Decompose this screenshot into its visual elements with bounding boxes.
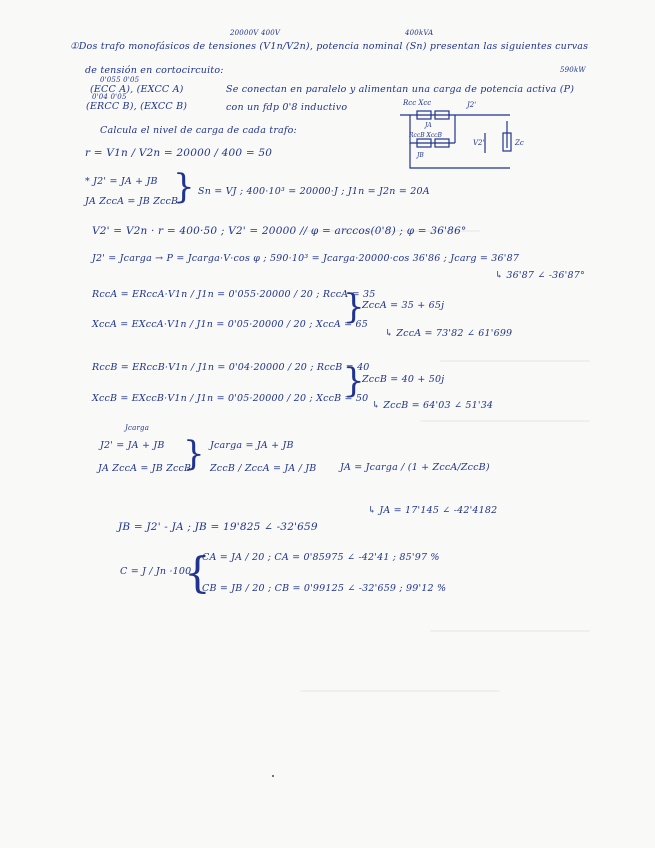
- problem-statement-line-1: ①Dos trafo monofásicos de tensiones (V1n/V2n), potencia nominal (Sn) presentan las siguientes curvas: [70, 41, 589, 52]
- circuit-label-ja: JA: [425, 122, 432, 129]
- eq-cb: CB = JB / 20 ; CB = 0'99125 ∠ -32'659 ; 99'12 %: [202, 583, 447, 594]
- eq-j2-sum: J2' = JA + JB: [100, 440, 165, 451]
- eq-zcc-b: ZccB = 40 + 50j: [362, 374, 445, 385]
- annotation-power: 400kVA: [405, 29, 434, 37]
- eq-load-current-phasor: ↳ 36'87 ∠ -36'87°: [495, 270, 585, 281]
- brace-3: }: [343, 361, 365, 401]
- problem-statement-line-4a: (ERCC B), (EXCC B): [86, 101, 188, 112]
- eq-ja-result: ↳ JA = 17'145 ∠ -42'4182: [368, 505, 498, 516]
- brace-1: }: [173, 167, 195, 207]
- brace-4: }: [183, 434, 205, 474]
- circuit-label-zc: Zc: [515, 139, 524, 147]
- eq-ja-formula: JA = Jcarga / (1 + ZccA/ZccB): [340, 462, 490, 473]
- eq-nominal-current: Sn = VJ ; 400·10³ = 20000·J ; J1n = J2n = 20A: [198, 186, 430, 197]
- circuit-label-top: Rcc Xcc: [403, 99, 432, 107]
- parallel-transformer-circuit-sketch: [395, 93, 535, 173]
- eq-rcc-b: RccB = ERccB·V1n / J1n = 0'04·20000 / 20 ; RccB = 40: [92, 362, 370, 373]
- eq-impedance-balance: JA ZccA = JB ZccB: [98, 463, 192, 474]
- eq-xcc-a: XccA = EXccA·V1n / J1n = 0'05·20000 / 20 ; XccA = 65: [92, 319, 369, 330]
- eq-ratio: r = V1n / V2n = 20000 / 400 = 50: [85, 147, 273, 159]
- eq-load-current: J2' = Jcarga → P = Jcarga·V·cos φ ; 590·10³ = Jcarga·20000·cos 36'86 ; Jcarg = 36'87: [92, 253, 520, 264]
- eq-zcc-a: ZccA = 35 + 65j: [362, 300, 445, 311]
- eq-jb: JB = J2' - JA ; JB = 19'825 ∠ -32'659: [118, 521, 318, 533]
- eq-ca: CA = JA / 20 ; CA = 0'85975 ∠ -42'41 ; 85'97 %: [202, 552, 440, 563]
- circuit-label-v2: V2': [473, 139, 485, 147]
- calc-instruction: Calcula el nivel de carga de cada trafo:: [100, 125, 297, 136]
- bleed-through-mark: [300, 690, 500, 692]
- eq-impedance-ratio: ZccB / ZccA = JA / JB: [210, 463, 317, 474]
- brace-2: }: [343, 287, 365, 327]
- circuit-label-bottom: RccB XccB: [409, 132, 442, 139]
- problem-statement-line-2: de tensión en cortocircuito:: [85, 65, 224, 76]
- annotation-active-power: 590kW: [560, 66, 586, 74]
- annotation-cc-values-b: 0'04 0'05: [92, 93, 127, 101]
- problem-statement-line-4b: con un fdp 0'8 inductivo: [226, 102, 348, 113]
- bleed-through-mark: [300, 230, 480, 232]
- eq-xcc-b: XccB = EXccB·V1n / J1n = 0'05·20000 / 20 ; XccB = 50: [92, 393, 369, 404]
- eq-load-level: C = J / Jn ·100: [120, 566, 192, 577]
- eq-rcc-a: RccA = ERccA·V1n / J1n = 0'055·20000 / 20 ; RccA = 35: [92, 289, 376, 300]
- annotation-voltages: 20000V 400V: [230, 29, 281, 37]
- eq-current-split: JA ZccA = JB ZccB: [85, 196, 179, 207]
- bleed-through-mark: [440, 360, 590, 362]
- problem-statement-line-3a: (ECC A), (EXCC A): [90, 84, 184, 95]
- circuit-label-j2: J2': [467, 101, 477, 109]
- problem-statement-line-3b: Se conectan en paralelo y alimentan una carga de potencia activa (P): [226, 84, 575, 95]
- circuit-label-jb: JB: [417, 152, 424, 159]
- annotation-cc-values-a: 0'055 0'05: [100, 76, 140, 84]
- eq-secondary-voltage: V2' = V2n · r = 400·50 ; V2' = 20000 // φ = arccos(0'8) ; φ = 36'86°: [92, 225, 467, 237]
- bleed-through-mark: [430, 630, 590, 632]
- bleed-through-mark: [420, 420, 590, 422]
- eq-current-sum: * J2' = JA + JB: [85, 176, 158, 187]
- eq-zcc-a-polar: ↳ ZccA = 73'82 ∠ 61'699: [385, 328, 513, 339]
- brace-5: {: [184, 548, 211, 597]
- ink-dot: [272, 775, 274, 777]
- eq-jcarga-sum: Jcarga = JA + JB: [210, 440, 294, 451]
- annotation-jcarga: Jcarga: [125, 424, 150, 432]
- eq-zcc-b-polar: ↳ ZccB = 64'03 ∠ 51'34: [372, 400, 494, 411]
